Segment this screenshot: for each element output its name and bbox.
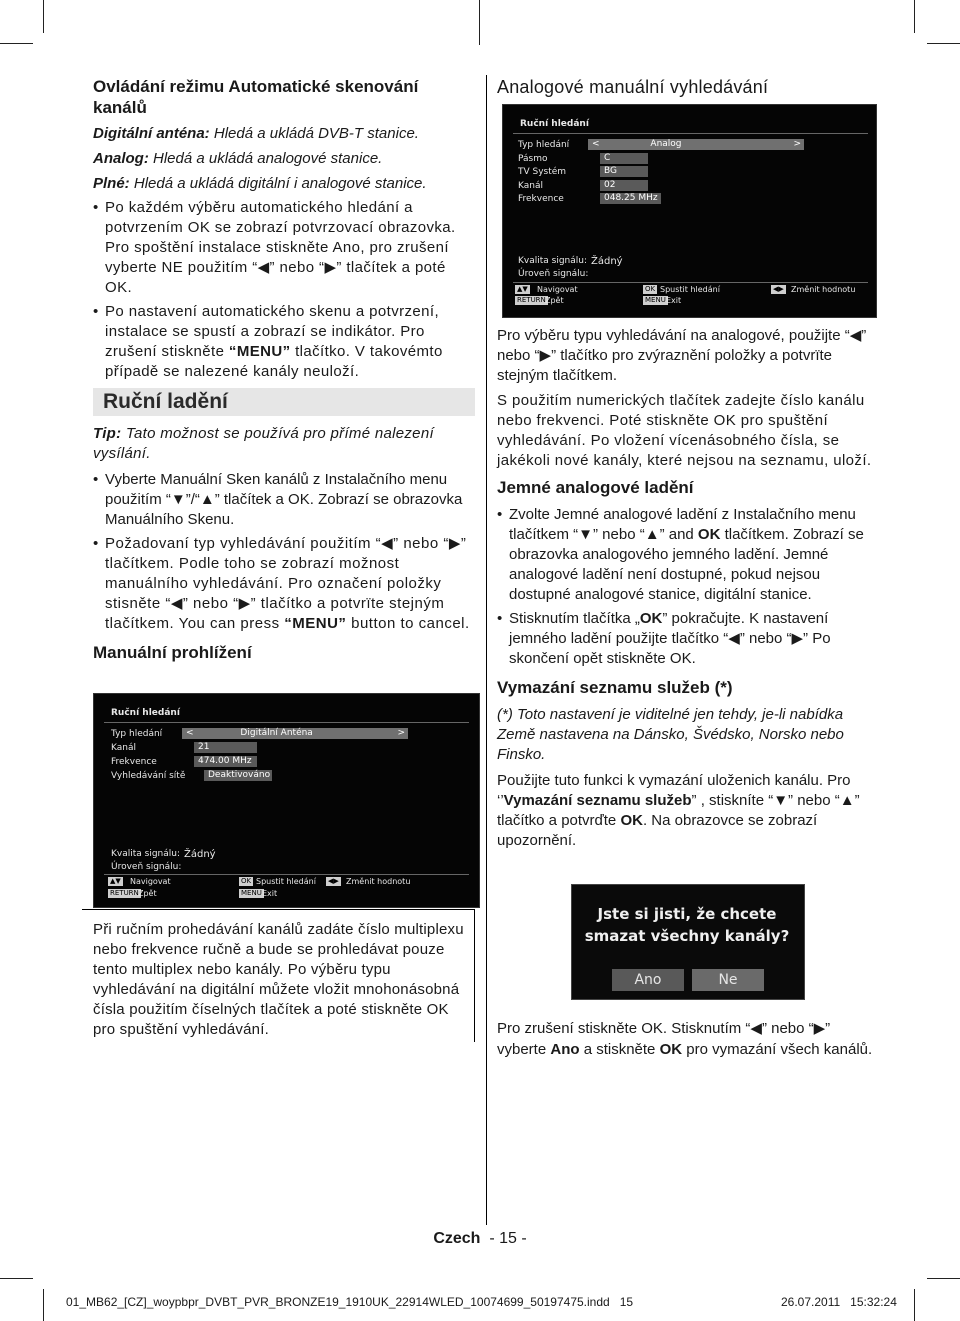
title-divider bbox=[513, 133, 868, 134]
bullet-text: Zvolte Jemné analogové ladění z Instalačního menu tlačítkem “▼” nebo “▲” and bbox=[509, 506, 856, 543]
menu-hint: Exit bbox=[666, 296, 682, 305]
bullet-dot: • bbox=[93, 471, 99, 488]
nav-key: ▲▼ bbox=[517, 285, 528, 293]
ok-text: OK bbox=[697, 526, 721, 543]
left-right-key: ◀▶ bbox=[328, 877, 339, 885]
crop-mark bbox=[914, 0, 915, 33]
text: Použijte tuto funkci k vymazání uloženich kanálu. Pro ‘’ bbox=[497, 772, 851, 809]
search-type-value bbox=[182, 728, 408, 739]
channel-value: 21 bbox=[194, 742, 257, 753]
tip-line bbox=[93, 424, 475, 464]
section-heading-manual: Ruční ladění bbox=[93, 388, 475, 416]
band-value: C bbox=[600, 153, 648, 164]
analog-line bbox=[93, 149, 475, 169]
text: a stiskněte bbox=[579, 1041, 660, 1058]
bullet-text: Požadovaní typ vyhledávání použitím “◀” nebo “▶” tlačítkem. Podle toho se zobrazí možnost manuálního vyhledávání. Pro označení položky stisněte “◀” nebo “▶” tlačítko a potvrïte stejným tlačítkem. You can press bbox=[105, 535, 467, 632]
ok-hint: Spustit hledání bbox=[660, 285, 720, 294]
value-text: Analog bbox=[650, 139, 682, 149]
ok-key: OK bbox=[645, 285, 656, 293]
text: pro vymazání všech kanálů. bbox=[682, 1041, 873, 1058]
chevron-left-icon: < bbox=[186, 728, 194, 738]
frequency-value: 048.25 MHz bbox=[600, 193, 661, 204]
page-number: - 15 - bbox=[489, 1230, 527, 1247]
cancel-para bbox=[497, 1018, 879, 1060]
file-info: 01_MB62_[CZ]_woypbpr_DVBT_PVR_BRONZE19_1910UK_22914WLED_10074699_50197475.indd 15 bbox=[66, 1295, 634, 1309]
analog-select-para: Pro výběru typu vyhledávání na analogové, použijte “◀” nebo “▶” tlačítko pro zvýraznění položky a potvrïte stejným tlačítkem. bbox=[497, 327, 867, 384]
tv-screenshot-delete-confirm bbox=[571, 884, 805, 1000]
menu-hint: Exit bbox=[262, 889, 278, 898]
ok-hint: Spustit hledání bbox=[256, 877, 316, 886]
digital-antenna-line bbox=[93, 124, 475, 144]
title-divider bbox=[104, 722, 469, 723]
bullet-text: ” pokračujte. K nastavení jemného ladění použijte tlačítko “◀” nebo “▶” Po skončení opět stiskněte OK. bbox=[509, 610, 831, 667]
no-button[interactable]: Ne bbox=[692, 969, 764, 991]
right-column-top bbox=[497, 76, 879, 98]
right-column-main bbox=[497, 326, 879, 855]
left-right-key: ◀▶ bbox=[773, 285, 784, 293]
menu-key: MENU bbox=[241, 889, 262, 897]
chevron-right-icon: > bbox=[397, 728, 405, 738]
bullet-dot: • bbox=[497, 506, 503, 523]
row-label: Typ hledání bbox=[518, 140, 570, 150]
ok-key: OK bbox=[241, 877, 252, 885]
row-label: Typ hledání bbox=[111, 729, 163, 739]
section-title-clear-list: Vymazání seznamu služeb (*) bbox=[497, 678, 733, 697]
row-label: Pásmo bbox=[518, 154, 548, 164]
bullet-dot: • bbox=[497, 610, 503, 627]
nav-key: ▲▼ bbox=[110, 877, 121, 885]
nav-hint: Navigovat bbox=[537, 285, 578, 294]
text: . Na obrazovce se zobrazí upozornění. bbox=[497, 812, 818, 849]
menu-key-text: “MENU” bbox=[228, 343, 291, 360]
row-label: Frekvence bbox=[111, 757, 157, 767]
menu-key: MENU bbox=[645, 296, 666, 304]
page-number-line bbox=[380, 1230, 580, 1248]
row-label: Kanál bbox=[111, 743, 136, 753]
row-label: Kanál bbox=[518, 181, 543, 191]
crop-mark bbox=[927, 1278, 960, 1279]
lr-hint: Změnit hodnotu bbox=[346, 877, 411, 886]
ano-text: Ano bbox=[550, 1041, 580, 1058]
search-type-value bbox=[588, 139, 804, 150]
bullet-text: Po nastavení automatického skenu a potvrzení, instalace se spustí a zobrazí se indikátor. Pro zrušení stiskněte bbox=[105, 303, 440, 360]
bullet-dot: • bbox=[93, 303, 99, 320]
bold-text: Vymazání seznamu služeb bbox=[503, 792, 692, 809]
label: Digitální anténa: bbox=[93, 125, 210, 142]
ok-text: OK bbox=[620, 812, 643, 829]
section-title-manual-browse: Manuální prohlížení bbox=[93, 643, 252, 662]
section-title-auto-scan: Ovládání režimu Automatické skenování kanálů bbox=[93, 77, 419, 117]
file-date: 26.07.2011 15:32:24 bbox=[781, 1295, 897, 1309]
bullet-dot: • bbox=[93, 199, 99, 216]
back-key: RETURN bbox=[517, 296, 546, 304]
bullet-search-type bbox=[93, 534, 475, 634]
clear-list-para bbox=[497, 771, 879, 851]
bullet-text: button to cancel. bbox=[346, 615, 470, 632]
footer-divider bbox=[513, 282, 868, 283]
bullet-text: tlačítko. V takovémto případě se nalezené kanály neuloží. bbox=[105, 343, 443, 380]
bullet-text: Stisknutím tlačítka „ bbox=[509, 610, 640, 627]
column-divider bbox=[486, 75, 487, 1225]
text: ” , stiskníte “▼” nebo “▲” tlačítko a potvrďte bbox=[497, 792, 860, 829]
chevron-right-icon: > bbox=[793, 139, 801, 149]
channel-value: 02 bbox=[600, 180, 648, 191]
text: Hledá a ukládá analogové stanice. bbox=[148, 150, 383, 167]
section-title-fine-tune: Jemné analogové ladění bbox=[497, 478, 694, 497]
crop-mark bbox=[0, 43, 33, 44]
manual-scan-note: Při ručním prohedávání kanálů zadáte číslo multiplexu nebo frekvence ručně a bude se prohledávat pouze tento multiplex nebo kanály. Po výběru typu vyhledávání na digitální můžete vložit mnohonásobná čísla použitím číselných tlačítek a poté stiskněte OK pro spuštění vyhledávání. bbox=[93, 921, 464, 1038]
level-label: Úroveň signálu: bbox=[111, 862, 182, 872]
text: Hledá a ukládá digitální i analogové stanice. bbox=[129, 175, 427, 192]
bullet-text: tlačítkem. Zobrazí se obrazovka analogového jemného ladění. Jemné analogové ladění není dostupné, pokud nejsou dostupné analogové stanice, digitální stanice. bbox=[509, 526, 864, 603]
quality-label: Kvalita signálu: bbox=[111, 849, 181, 859]
numeric-entry-para: S použitím numerických tlačítek zadejte číslo kanálu nebo frekvenci. Poté stiskněte OK pro spuštění vyhledávání. Po vložení vícenásobného čísla, se jakékoli nové kanály, které nejsou na seznamu, uloží. bbox=[497, 392, 872, 469]
frequency-value: 474.00 MHz bbox=[194, 756, 257, 767]
chevron-left-icon: < bbox=[592, 139, 600, 149]
tv-system-value: BG bbox=[600, 166, 648, 177]
screen-title: Ruční hledání bbox=[520, 119, 589, 129]
text: Pro zrušení stiskněte OK. Stisknutím “◀” nebo “▶” vyberte bbox=[497, 1020, 831, 1058]
quality-value: Žádný bbox=[591, 256, 623, 267]
tv-screenshot-analog-manual-search bbox=[502, 104, 877, 318]
menu-key-text: “MENU” bbox=[284, 615, 347, 632]
bullet-text: Vyberte Manuální Sken kanálů z Instalačního menu použitím “▼”/“▲” tlačítek a OK. Zobrazí se obrazovka Manuálního Skenu. bbox=[105, 471, 463, 528]
text: Hledá a ukládá DVB-T stanice. bbox=[209, 125, 419, 142]
tip-text: Tato možnost se používá pro přímé nalezení vysílání. bbox=[93, 425, 434, 462]
row-label: TV Systém bbox=[518, 167, 567, 177]
back-hint: Zpět bbox=[545, 296, 564, 305]
bullet-confirm bbox=[93, 198, 475, 298]
label: Plné: bbox=[93, 175, 130, 192]
section-title-analog-manual: Analogové manuální vyhledávání bbox=[497, 77, 769, 97]
crop-mark bbox=[43, 1289, 44, 1321]
network-search-value: Deaktivováno bbox=[204, 770, 272, 781]
ok-text: OK bbox=[659, 1041, 683, 1058]
bullet-fine-tune-select bbox=[497, 505, 879, 605]
tip-label: Tip: bbox=[93, 425, 122, 442]
bullet-select-manual bbox=[93, 470, 475, 530]
left-column bbox=[93, 76, 475, 670]
bullet-indicator bbox=[93, 302, 475, 382]
crop-mark bbox=[479, 0, 480, 45]
clear-list-note: (*) Toto nastavení je viditelné jen tehdy, je-li nabídka Země nastavena na Dánsko, Švédsko, Norsko nebo Finsko. bbox=[497, 706, 844, 763]
crop-mark bbox=[0, 1278, 33, 1279]
bullet-dot: • bbox=[93, 535, 99, 552]
screen-title: Ruční hledání bbox=[111, 708, 180, 718]
full-line bbox=[93, 174, 475, 194]
footer-divider bbox=[104, 874, 469, 875]
back-key: RETURN bbox=[110, 889, 139, 897]
row-label: Vyhledávání sítě bbox=[111, 771, 186, 781]
dialog-question: Jste si jisti, že chcete smazat všechny kanály? bbox=[584, 905, 790, 945]
label: Analog: bbox=[93, 150, 149, 167]
crop-mark bbox=[43, 0, 44, 33]
value-text: Digitální Anténa bbox=[240, 728, 313, 738]
bullet-text: Po každém výběru automatického hledání a potvrzením OK se zobrazí potvrzovací obrazovka. Pro spoštění instalace stiskněte Ano, pro zrušení vyberte NE použitím “◀” nebo “▶” tlačítek a poté OK. bbox=[105, 199, 456, 296]
language-label: Czech bbox=[433, 1230, 481, 1247]
yes-button[interactable]: Ano bbox=[612, 969, 684, 991]
crop-mark bbox=[927, 43, 960, 44]
lr-hint: Změnit hodnotu bbox=[791, 285, 856, 294]
quality-label: Kvalita signálu: bbox=[518, 256, 588, 266]
row-label: Frekvence bbox=[518, 194, 564, 204]
tv-screenshot-digital-manual-search bbox=[93, 693, 480, 908]
quality-value: Žádný bbox=[184, 849, 216, 860]
level-label: Úroveň signálu: bbox=[518, 269, 589, 279]
nav-hint: Navigovat bbox=[130, 877, 171, 886]
bullet-fine-tune-ok bbox=[497, 609, 879, 669]
ok-text: OK bbox=[639, 610, 663, 627]
back-hint: Zpět bbox=[138, 889, 157, 898]
crop-mark bbox=[914, 1289, 915, 1321]
